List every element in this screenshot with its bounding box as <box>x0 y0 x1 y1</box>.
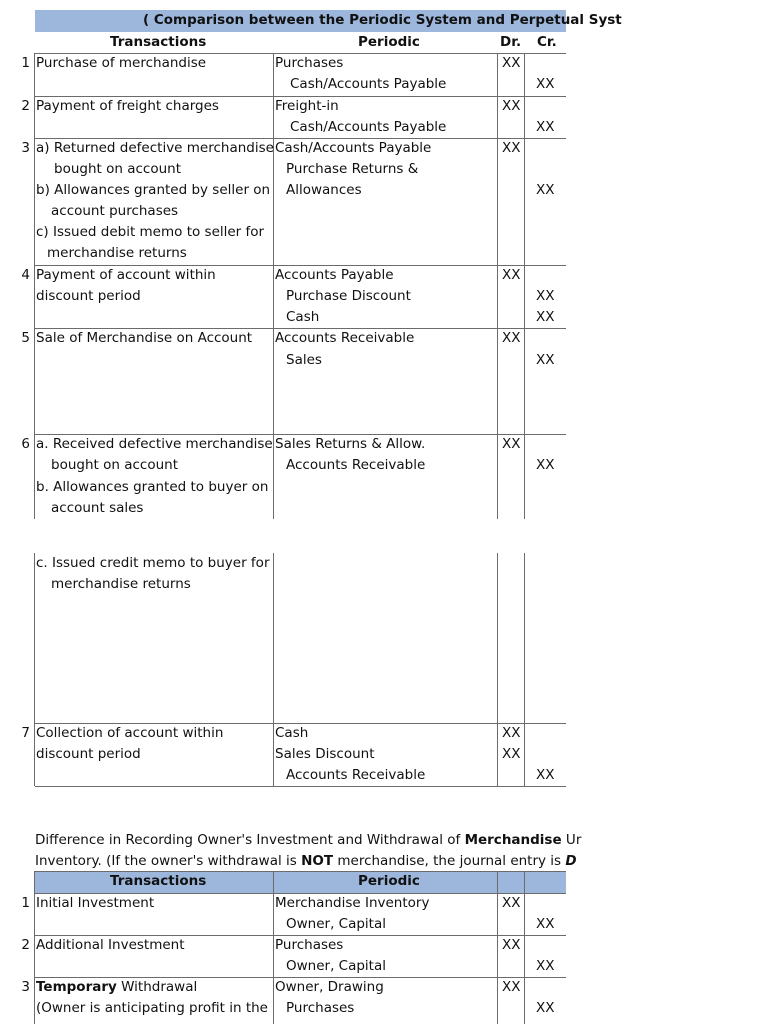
transaction-text: discount period <box>36 288 141 304</box>
cr-value: XX <box>536 288 555 304</box>
transaction-text: b) Allowances granted by seller on <box>36 182 271 198</box>
transaction-text: account purchases <box>51 203 179 219</box>
account-credit: Accounts Receivable <box>286 767 426 783</box>
header-transactions: Transactions <box>110 34 207 50</box>
account-credit: Owner, Capital <box>286 958 386 974</box>
account-debit: Owner, Drawing <box>275 979 384 995</box>
cr-value: XX <box>536 352 555 368</box>
account-credit: Cash/Accounts Payable <box>290 76 447 92</box>
row-number: 7 <box>21 725 30 741</box>
row-number: 3 <box>21 140 30 156</box>
cr-value: XX <box>536 1000 555 1016</box>
account-credit: Purchase Discount <box>286 288 411 304</box>
account-debit: Accounts Receivable <box>275 330 415 346</box>
account-debit: Purchases <box>275 55 344 71</box>
cr-value: XX <box>536 916 555 932</box>
cr-value: XX <box>536 119 555 135</box>
dr-value: XX <box>502 140 521 156</box>
account-credit: Purchase Returns & <box>286 161 419 177</box>
transaction-text: Additional Investment <box>36 937 185 953</box>
account-debit: Freight-in <box>275 98 339 114</box>
note-line-2: Inventory. (If the owner's withdrawal is NOT merchandise, the journal entry is D <box>35 853 577 869</box>
dr-value: XX <box>502 436 521 452</box>
row-number: 4 <box>21 267 30 283</box>
account-credit: Allowances <box>286 182 362 198</box>
cr-value: XX <box>536 76 555 92</box>
transaction-text: discount period <box>36 746 141 762</box>
transaction-text: c) Issued debit memo to seller for <box>36 224 265 240</box>
transaction-text: Payment of freight charges <box>36 98 219 114</box>
table-title: ( Comparison between the Periodic System and Perpetual Syst <box>143 12 622 28</box>
transaction-text: Collection of account within <box>36 725 224 741</box>
account-debit: Cash <box>275 725 309 741</box>
cr-value: XX <box>536 958 555 974</box>
account-debit: Sales Discount <box>275 746 375 762</box>
header-cr: Cr. <box>537 34 557 50</box>
row-number: 2 <box>21 98 30 114</box>
transaction-text: account sales <box>51 500 144 516</box>
transaction-text: b. Allowances granted to buyer on <box>36 479 269 495</box>
transaction-text: Temporary Withdrawal <box>36 979 198 995</box>
cr-value: XX <box>536 457 555 473</box>
note-line-1: Difference in Recording Owner's Investment and Withdrawal of Merchandise Ur <box>35 832 582 848</box>
row-number: 3 <box>21 979 30 995</box>
account-debit: Cash/Accounts Payable <box>275 140 432 156</box>
dr-value: XX <box>502 746 521 762</box>
cr-value: XX <box>536 767 555 783</box>
header-periodic: Periodic <box>358 873 420 889</box>
row-number: 1 <box>21 895 30 911</box>
account-debit: Purchases <box>275 937 344 953</box>
transaction-text: Payment of account within <box>36 267 216 283</box>
row-number: 5 <box>21 330 30 346</box>
row-number: 2 <box>21 937 30 953</box>
dr-value: XX <box>502 937 521 953</box>
transaction-text: bought on account <box>51 457 178 473</box>
transaction-text: Purchase of merchandise <box>36 55 207 71</box>
dr-value: XX <box>502 725 521 741</box>
account-credit: Cash <box>286 309 320 325</box>
transaction-text: a. Received defective merchandise <box>36 436 273 452</box>
transaction-text: bought on account <box>54 161 181 177</box>
account-credit: Sales <box>286 352 322 368</box>
transaction-text: (Owner is anticipating profit in the <box>36 1000 268 1016</box>
cr-value: XX <box>536 182 555 198</box>
transaction-text: merchandise returns <box>47 245 187 261</box>
dr-value: XX <box>502 895 521 911</box>
row-number: 1 <box>21 55 30 71</box>
dr-value: XX <box>502 330 521 346</box>
account-credit: Cash/Accounts Payable <box>290 119 447 135</box>
header-dr: Dr. <box>500 34 522 50</box>
dr-value: XX <box>502 267 521 283</box>
row-number: 6 <box>21 436 30 452</box>
account-credit: Owner, Capital <box>286 916 386 932</box>
transaction-text: Initial Investment <box>36 895 155 911</box>
account-credit: Purchases <box>286 1000 355 1016</box>
cr-value: XX <box>536 309 555 325</box>
account-debit: Merchandise Inventory <box>275 895 430 911</box>
account-debit: Accounts Payable <box>275 267 394 283</box>
dr-value: XX <box>502 55 521 71</box>
header-periodic: Periodic <box>358 34 420 50</box>
transaction-text: Sale of Merchandise on Account <box>36 330 253 346</box>
account-debit: Sales Returns & Allow. <box>275 436 426 452</box>
transaction-text: merchandise returns <box>51 576 191 592</box>
header-transactions: Transactions <box>110 873 207 889</box>
account-credit: Accounts Receivable <box>286 457 426 473</box>
dr-value: XX <box>502 979 521 995</box>
transaction-text: c. Issued credit memo to buyer for <box>36 555 270 571</box>
dr-value: XX <box>502 98 521 114</box>
transaction-text: a) Returned defective merchandise <box>36 140 274 156</box>
